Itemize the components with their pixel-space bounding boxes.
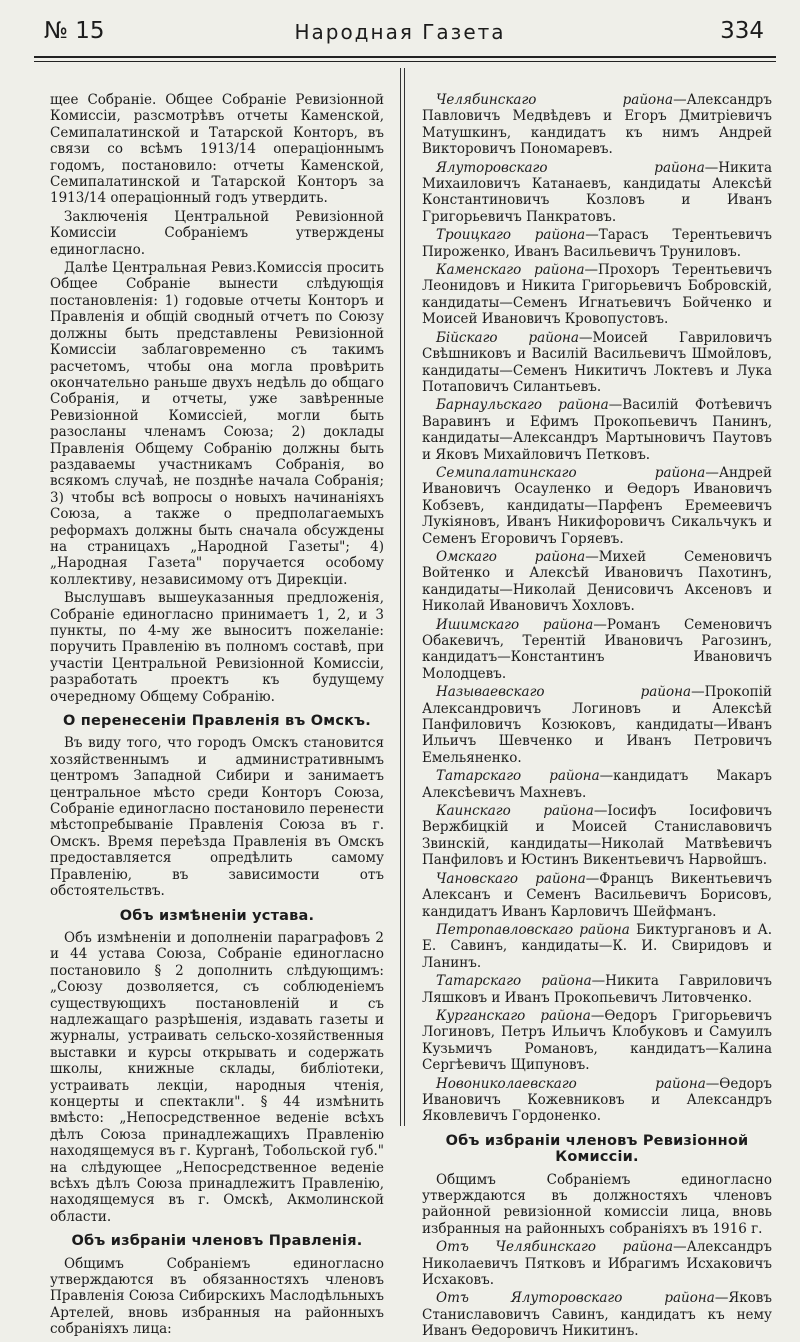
district-entry — [422, 549, 772, 615]
paragraph: щее Собраніе. Общее Собраніе Ревизіонной Комиссіи, разсмотрѣвъ отчеты Каменской, Семипалатинской и Татарской Конторъ, въ связи со всѣмъ 1913/14 операціоннымъ годомъ, постановило: отчеты Каменской, Семипалатинской и Татарской Конторъ за 1913/14 операціонный годъ утвердить. — [50, 92, 384, 207]
district-entry — [422, 1008, 772, 1074]
district-name: Называевскаго района — [436, 684, 692, 701]
district-members: —Прокопій Александровичъ Логиновъ и Алексѣй Панфиловичъ Козюковъ, кандидаты—Иванъ Ильичъ Шевченко и Иванъ Петровичъ Емельяненко. — [422, 684, 772, 766]
paragraph: Заключенія Центральной Ревизіонной Комиссіи Собраніемъ утверждены единогласно. — [50, 208, 384, 258]
district-name: Курганскаго района — [436, 1007, 591, 1024]
right-column — [422, 92, 772, 1342]
issue-number: № 15 — [44, 18, 105, 44]
district-entry — [422, 922, 772, 971]
district-entry — [422, 871, 772, 920]
revision-members-list — [422, 1239, 772, 1339]
district-name: Ялуторовскаго района — [436, 159, 705, 176]
district-members: —Александръ Павловичъ Медвѣдевъ и Егоръ Дмитріевичъ Матушкинъ, кандидатъ къ нимъ Андрей Викторовичъ Пономаревъ. — [422, 92, 772, 158]
district-members: —Михей Семеновичъ Войтенко и Алексѣй Ивановичъ Пахотинъ, кандидаты—Николай Денисовичъ Аксеновъ и Николай Ивановичъ Хохловъ. — [422, 548, 772, 615]
district-entry — [422, 160, 772, 226]
district-name: Татарскаго района — [436, 768, 600, 785]
paragraph: Объ измѣненіи и дополненіи параграфовъ 2 и 44 устава Союза, Собраніе единогласно постановило § 2 дополнить слѣдующимъ: „Союзу дозволяется, съ соблюденіемъ существующихъ постановленій и съ надлежащаго разрѣшенія, издавать газеты и журналы, устраивать сельско-хозяйственныя выставки и курсы открывать и содержать школы, книжные склады, библіотеки, устраивать лекціи, народныя чтенія, концерты и спектакли". § 44 измѣнить вмѣсто: „Непосредственное веденіе всѣхъ дѣлъ Союза принадлежащихъ Правленію находящемуся въ г. Курганѣ, Тобольской губ." на слѣдующее „Непосредственное веденіе всѣхъ дѣлъ Союза принадлежитъ Правленію, находящемуся въ г. Омскѣ, Акмолинской области. — [50, 929, 384, 1225]
district-members: —кандидатъ Макаръ Алексѣевичъ Махневъ. — [422, 768, 772, 801]
header-rule-thin — [34, 61, 776, 62]
district-entry — [422, 465, 772, 547]
district-members: —Моисей Гавриловичъ Свѣшниковъ и Василій Васильевичъ Шмойловъ, кандидаты—Семенъ Никитичъ Локтевъ и Лука Потаповичъ Силантьевъ. — [422, 329, 772, 395]
district-entry — [422, 617, 772, 683]
district-name: Отъ Челябинскаго района — [436, 1239, 674, 1256]
district-members: —Өедоръ Григорьевичъ Логиновъ, Петръ Ильичъ Клобуковъ и Самуилъ Кузьмичъ Романовъ, кандидатъ—Калина Сергѣевичъ Щипуновъ. — [422, 1007, 772, 1074]
newspaper-title: Народная Газета — [294, 20, 506, 44]
district-name: Петропавловскаго района — [436, 921, 630, 938]
district-members: —Александръ Николаевичъ Пятковъ и Ибрагимъ Исхаковичъ Исхаковъ. — [422, 1239, 772, 1289]
header-rule — [34, 56, 776, 58]
paragraph: Выслушавъ вышеуказанныя предложенія, Собраніе единогласно принимаетъ 1, 2, и 3 пункты, по 4-му же выноситъ пожеланіе: поручить Правленію въ полномъ составѣ, при участіи Центральной Ревизіонной Комиссіи, разработать проектъ къ будущему очередному Общему Собранію. — [50, 590, 384, 705]
district-name: Барнаульскаго района — [436, 397, 609, 414]
district-name: Омскаго района — [436, 548, 586, 565]
district-entry — [422, 684, 772, 766]
district-entry — [422, 768, 772, 801]
section-heading: Объ избраніи членовъ Правленія. — [71, 1233, 363, 1250]
district-members: —Прохоръ Терентьевичъ Леонидовъ и Никита Григорьевичъ Бобровскій, кандидаты—Семенъ Игнатьевичъ Бойченко и Моисей Ивановичъ Кровопустовъ. — [422, 262, 772, 328]
district-entry — [422, 262, 772, 328]
district-name: Татарскаго района — [436, 973, 592, 990]
district-entry — [422, 227, 772, 260]
district-name: Каменскаго района — [436, 262, 585, 279]
district-entry — [422, 803, 772, 869]
paragraph: Общимъ Собраніемъ единогласно утверждаются въ обязанностяхъ членовъ Правленія Союза Сибирскихъ Маслодѣльныхъ Артелей, вновь избранныя на районныхъ собраніяхъ лица: — [50, 1255, 384, 1338]
district-entry — [422, 1076, 772, 1125]
district-members: —Василій Фотѣевичъ Варавинъ и Ефимъ Прокопьевичъ Панинъ, кандидаты—Александръ Мартыновичъ Паутовъ и Яковъ Михайловичъ Петковъ. — [422, 397, 772, 463]
district-name: Каинскаго района — [436, 803, 594, 820]
column-divider-second — [404, 68, 405, 1126]
district-name: Семипалатинскаго района — [436, 464, 706, 481]
district-name: Бійскаго района — [436, 329, 579, 346]
district-members: —Никита Гавриловичъ Ляшковъ и Иванъ Прокопьевичъ Литовченко. — [422, 973, 772, 1006]
column-divider — [400, 68, 401, 1126]
district-name: Челябинскаго района — [436, 92, 674, 108]
paragraph: Далѣе Центральная Ревиз.Комиссія просить Общее Собраніе вынести слѣдующія постановленія: 1) годовые отчеты Конторъ и Правленія и общій сводный отчетъ по Союзу должны быть представлены Ревизіонной Комиссіи заблаговременно съ такимъ расчетомъ, чтобы она могла провѣрить окончательно раньше двухъ недѣль до общаго Собранія, и отчеты, уже завѣренные Ревизіонной Комиссіей, могли быть разосланы членамъ Союза; 2) доклады Правленія Общему Собранію должны быть раздаваемы участникамъ Собранія, во всякомъ случаѣ, не позднѣе начала Собранія; 3) чтобы всѣ вопросы о новыхъ начинаніяхъ Союза, а также о предполагаемыхъ реформахъ должны быть сначала обсуждены на страницахъ „Народной Газеты"; 4) „Народная Газета" поручается особому коллективу, независимому отъ Дирекціи. — [50, 260, 384, 588]
paragraph: Въ виду того, что городъ Омскъ становится хозяйственнымъ и административнымъ центромъ Западной Сибири и занимаетъ центральное мѣсто среди Конторъ Союза, Собраніе единогласно постановило перенести мѣстопребываніе Правленія Союза въ г. Омскъ. Время переѣзда Правленія въ Омскъ предоставляется опредѣлить самому Правленію, въ зависимости отъ обстоятельствъ. — [50, 735, 384, 900]
district-members: —Тарасъ Терентьевичъ Пироженко, Иванъ Васильевичъ Труниловъ. — [422, 227, 772, 260]
district-members: —Іосифъ Іосифовичъ Вержбицкій и Моисей Станиславовичъ Звинскій, кандидаты—Николай Матвѣевичъ Панфиловъ и Юстинъ Викентьевичъ Нарвойшъ. — [422, 803, 772, 869]
section-heading: Объ избраніи членовъ Ревизіонной Комиссіи. — [445, 1132, 749, 1166]
page-header — [0, 0, 800, 62]
district-members: —Никита Михаиловичъ Катанаевъ, кандидаты Алексѣй Константиновичъ Козловъ и Иванъ Григорьевичъ Панкратовъ. — [422, 159, 772, 225]
section-heading: О перенесеніи Правленія въ Омскъ. — [63, 713, 371, 730]
district-entry — [422, 92, 772, 158]
district-entry — [422, 1239, 772, 1288]
district-members: —Яковъ Станиславовичъ Савинъ, кандидатъ къ нему Иванъ Өедоровичъ Никитинъ. — [422, 1290, 772, 1340]
district-entry — [422, 1290, 772, 1339]
district-members: —Өедоръ Ивановичъ Кожевниковъ и Александръ Яковлевичъ Гордоненко. — [422, 1075, 772, 1125]
district-members: —Андрей Ивановичъ Осауленко и Өедоръ Ивановичъ Кобзевъ, кандидаты—Парфенъ Еремеевичъ Лукіяновъ, Иванъ Никифоровичъ Сикальчукъ и Семенъ Егоровичъ Горяевъ. — [422, 464, 772, 547]
district-members: —Францъ Викентьевичъ Алексанъ и Семенъ Васильевичъ Борисовъ, кандидатъ Иванъ Карловичъ Шейфманъ. — [422, 870, 772, 920]
district-name: Чановскаго района — [436, 870, 586, 887]
district-name: Отъ Ялуторовскаго района — [436, 1290, 715, 1307]
district-entry — [422, 397, 772, 463]
district-entry — [422, 973, 772, 1006]
district-entry — [422, 330, 772, 396]
page-number: 334 — [720, 18, 764, 44]
left-column — [50, 92, 384, 1340]
paragraph: Общимъ Собраніемъ единогласно утверждаются въ должностяхъ членовъ районной ревизіонной комиссіи лица, вновь избранныя на районныхъ собраніяхъ въ 1916 г. — [422, 1171, 772, 1237]
district-members: Биктургановъ и А. Е. Савинъ, кандидаты—К. И. Свиридовъ и Ланинъ. — [422, 921, 772, 971]
district-name: Троицкаго района — [436, 227, 586, 244]
board-members-list — [422, 92, 772, 1125]
section-heading: Объ измѣненіи устава. — [119, 907, 315, 924]
district-members: —Романъ Семеновичъ Обакевичъ, Терентій Ивановичъ Рагозинъ, кандидатъ—Константинъ Ивановичъ Молодцевъ. — [422, 616, 772, 682]
district-name: Новониколаевскаго района — [436, 1075, 706, 1092]
district-name: Ишимскаго района — [436, 616, 594, 633]
